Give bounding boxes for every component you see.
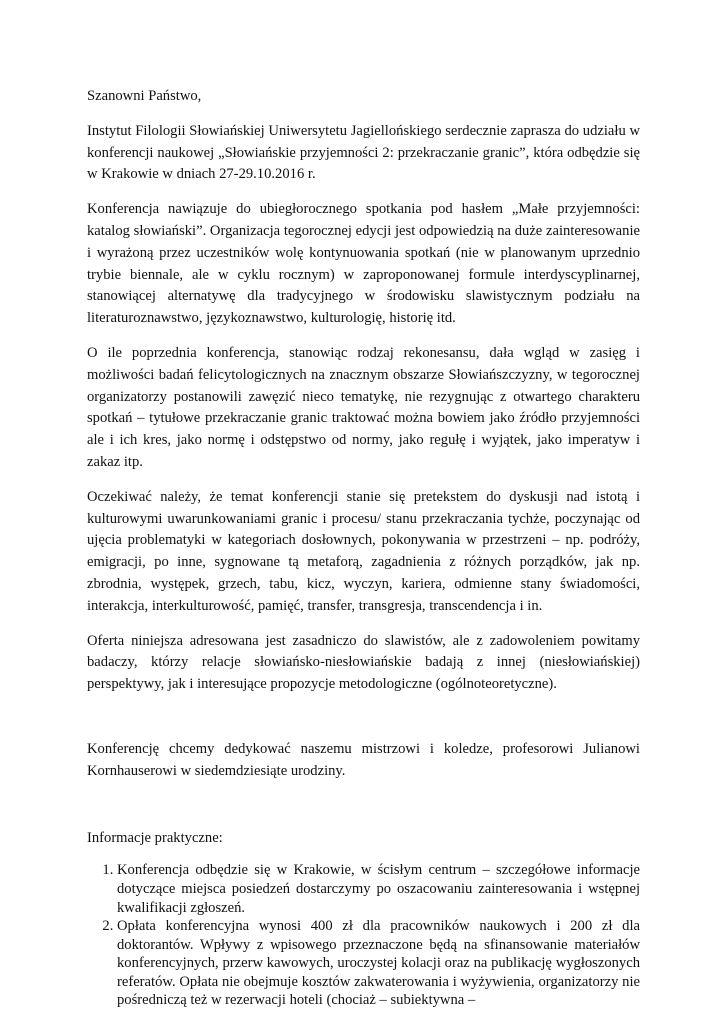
info-item-venue: 1. Konferencja odbędzie się w Krakowie, w ścisłym centrum – szczegółowe informacje dotyczące miejsca posiedzeń dostarczymy po oszacowaniu zainteresowania i wstępnej kwalifikacji zgłoszeń. xyxy=(117,861,640,917)
paragraph-topics: Oczekiwać należy, że temat konferencji stanie się pretekstem do dyskusji nad istotą i kulturowymi uwarunkowaniami granic i procesu/ stanu przekraczania tychże, poczynając od ujęcia problematyki w kategoriach dosłownych, pokonywania w przestrzeni – np. podróży, emigracji, po inne, sygnowane tą metaforą, zagadnienia z różnych porządków, jak np. zbrodnia, występek, grzech, tabu, kicz, wyczyn, kariera, odmienne stany świadomości, interakcja, interkulturowość, pamięć, transfer, transgresja, transcendencja i in. xyxy=(87,488,640,614)
info-item-fee: 2. Opłata konferencyjna wynosi 400 zł dla pracowników naukowych i 200 zł dla doktorantów. Wpływy z wpisowego przeznaczone będą na sfinansowanie materiałów konferencyjnych, przerw kawowych, uroczystej kolacji oraz na publikację wygłoszonych referatów. Opłata nie obejmuje kosztów zakwaterowania i wyżywienia, organizatorzy nie pośredniczą też w rezerwacji hoteli (chociaż – subiektywna – xyxy=(117,917,640,1010)
info-list xyxy=(87,861,640,1010)
paragraph-theme: O ile poprzednia konferencja, stanowiąc rodzaj rekonesansu, dała wgląd w zasięg i możliwości badań felicytologicznych na znacznym obszarze Słowiańszczyzny, w tegorocznej organizatorzy postanowili zawęzić nieco tematykę, nie rezygnując z otwartego charakteru spotkań – tytułowe przekraczanie granic traktować można bowiem jako źródło przyjemności ale i ich kres, jako normę i odstępstwo od normy, jako regułę i wyjątek, jako imperatyw i zakaz itp. xyxy=(87,344,640,470)
salutation: Szanowni Państwo, xyxy=(87,88,202,104)
paragraph-invitation: Instytut Filologii Słowiańskiej Uniwersytetu Jagiellońskiego serdecznie zaprasza do udziału w konferencji naukowej „Słowiańskie przyjemności 2: przekraczanie granic”, która odbędzie się w Krakowie w dniach 27-29.10.2016 r. xyxy=(87,122,640,183)
paragraph-background: Konferencja nawiązuje do ubiegłorocznego spotkania pod hasłem „Małe przyjemności: katalog słowiański”. Organizacja tegorocznej edycji jest odpowiedzią na duże zainteresowanie i wyrażoną przez uczestników wolę kontynuowania spotkań (nie w planowanym uprzednio trybie biennale, ale w cyklu rocznym) w zaproponowanej formule interdyscyplinarnej, stanowiącej alternatywę dla tradycyjnego w środowisku slawistycznym podziału na literaturoznawstwo, językoznawstwo, kulturologię, historię itd. xyxy=(87,201,640,327)
paragraph-audience: Oferta niniejsza adresowana jest zasadniczo do slawistów, ale z zadowoleniem powitamy badaczy, którzy relacje słowiańsko-niesłowiańskie badają z innej (niesłowiańskiej) perspektywy, jak i interesujące propozycje metodologiczne (ogólnoteoretyczne). xyxy=(87,632,640,693)
info-heading: Informacje praktyczne: xyxy=(87,829,223,846)
paragraph-dedication: Konferencję chcemy dedykować naszemu mistrzowi i koledze, profesorowi Julianowi Kornhauserowi w siedemdziesiąte urodziny. xyxy=(87,740,640,779)
